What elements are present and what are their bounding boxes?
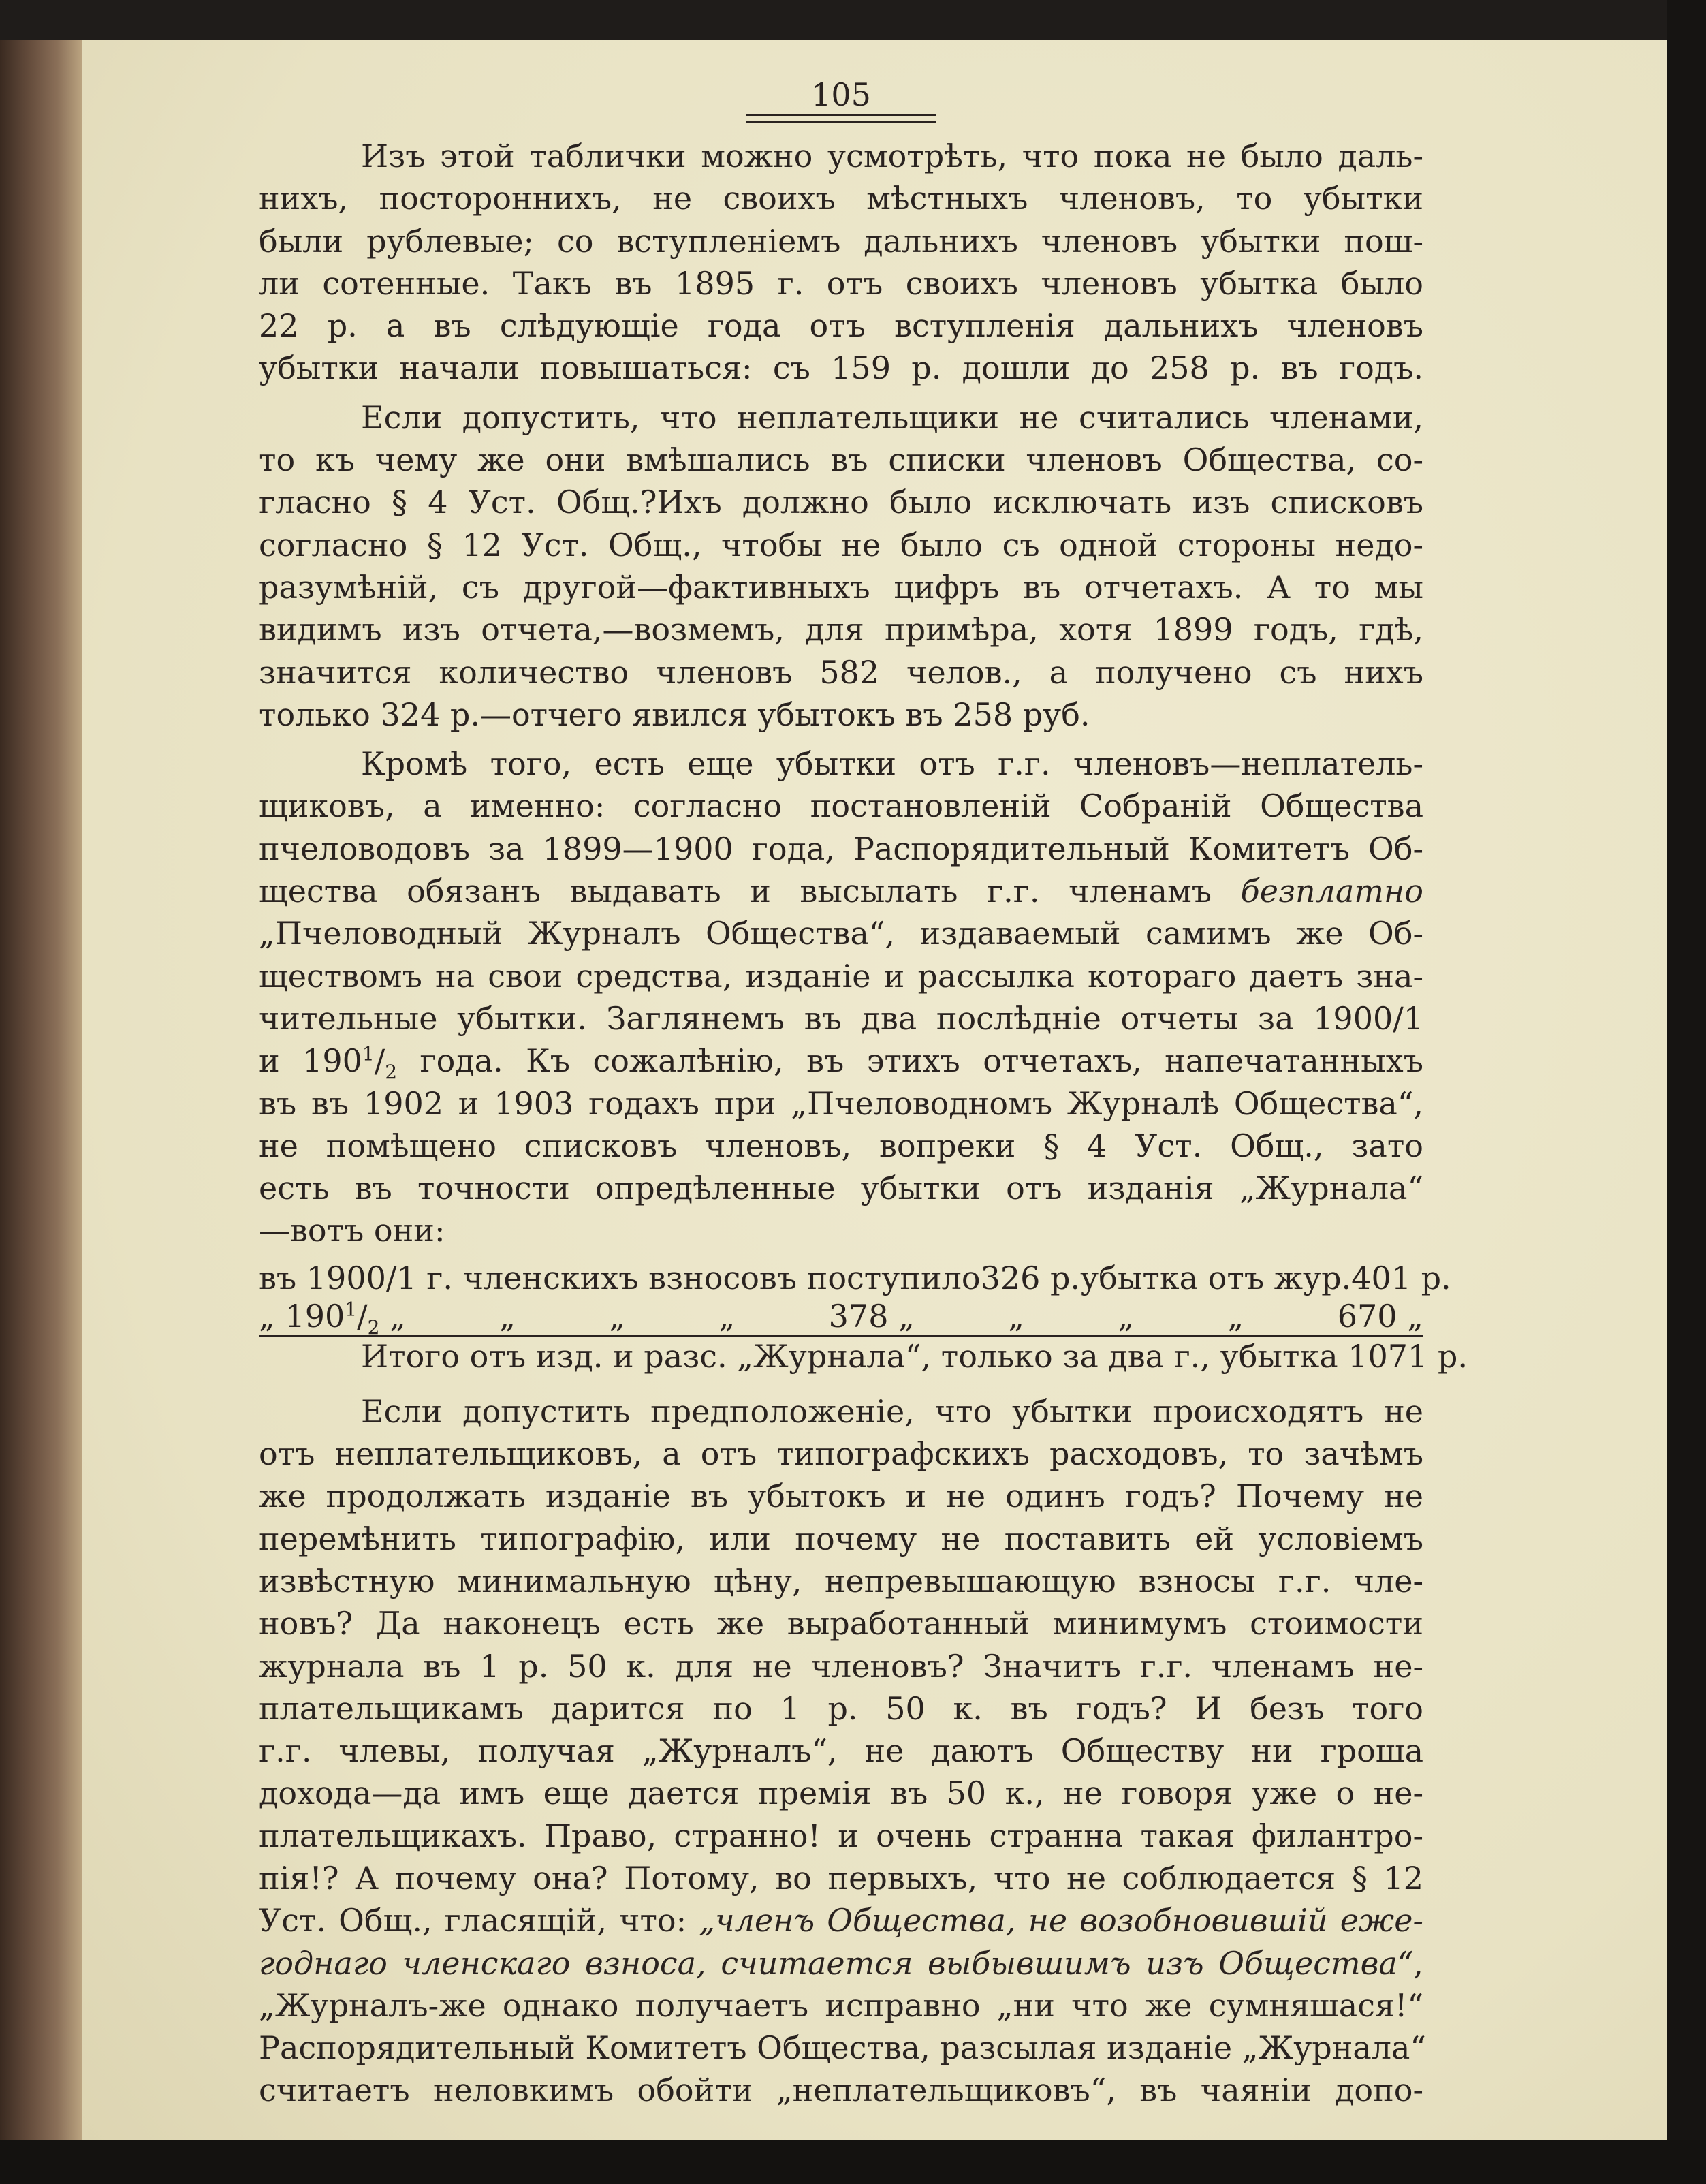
text-line: видимъ изъ отчета,—возмемъ, для примѣра, хотя 1899 годъ, гдѣ,: [259, 611, 1423, 649]
text-line: [259, 1899, 1423, 1941]
text-line: гласно § 4 Уст. Общ.?Ихъ должно было исключать изъ списковъ: [259, 484, 1423, 521]
text-line: Изъ этой таблички можно усмотрѣть, что пока не было даль-: [361, 138, 1423, 174]
text-line: же продолжать изданіе въ убытокъ и не одинъ годъ? Почему не: [259, 1478, 1423, 1515]
table-row: [259, 1259, 1451, 1297]
text-run: и 190: [259, 1042, 362, 1080]
text-line: „Журналъ-же однако получаетъ исправно „ни что же сумняшася!“: [259, 1986, 1423, 2024]
ditto-mark: „: [499, 1297, 516, 1335]
ditto-mark: „: [609, 1297, 626, 1335]
text-line: г.г. члевы, получая „Журналъ“, не даютъ Обществу ни гроша: [259, 1732, 1423, 1770]
text-line: —вотъ они:: [259, 1212, 445, 1249]
page-text: [259, 75, 1468, 2119]
table-cell-label: въ 1900/1 г. членскихъ взносовъ поступило: [259, 1259, 981, 1296]
emphasis-text: „членъ Общества, не возобновившій еже-: [699, 1902, 1423, 1939]
text-line: перемѣнить типографію, или почему не поставить ей условіемъ: [259, 1520, 1423, 1557]
table-cell-loss-label: убытка отъ жур.: [1080, 1259, 1352, 1296]
text-line: Если допустить предположеніе, что убытки происходятъ не: [361, 1392, 1423, 1430]
text-line: [259, 1942, 1423, 1984]
fraction-slash: /: [374, 1042, 385, 1080]
loss-table: [259, 1259, 1468, 1375]
table-total-text: Итого отъ изд. и разс. „Журнала“, только за два г., убытка 1071 р.: [361, 1337, 1468, 1375]
text-run: Уст. Общ., гласящій, что:: [259, 1902, 699, 1939]
text-line: не помѣщено списковъ членовъ, вопреки § 4 Уст. Общ., зато: [259, 1127, 1423, 1164]
text-line: ществомъ на свои средства, изданіе и рассылка котораго даетъ зна-: [259, 957, 1423, 995]
text-line: [259, 870, 1423, 912]
text-run: года. Къ сожалѣнію, въ этихъ отчетахъ, напечатанныхъ: [397, 1042, 1423, 1080]
text-run: „: [379, 1297, 406, 1335]
emphasis-text: годнаго членскаго взноса, считается выбывшимъ изъ Общества“: [259, 1944, 1414, 1982]
table-cell-loss: 670 „: [1337, 1297, 1423, 1335]
fraction-denominator: 2: [385, 1061, 398, 1084]
paragraph-3: [259, 743, 1423, 1252]
text-line: дохода—да имъ еще дается премія въ 50 к., не говоря уже о не-: [259, 1775, 1423, 1812]
scan-border-top: [0, 0, 1706, 40]
text-line: отъ неплательщиковъ, а отъ типографскихъ расходовъ, то зачѣмъ: [259, 1435, 1423, 1473]
text-line: новъ? Да наконецъ есть же выработанный минимумъ стоимости: [259, 1605, 1423, 1642]
text-line: считаетъ неловкимъ обойти „неплательщиковъ“, въ чаяніи допо-: [259, 2072, 1423, 2109]
text-line: убытки начали повышаться: съ 159 р. дошли до 258 р. въ годъ.: [259, 349, 1423, 387]
text-line: ли сотенные. Такъ въ 1895 г. отъ своихъ членовъ убытка было: [259, 264, 1423, 302]
table-cell-income: 378 „: [828, 1297, 915, 1335]
emphasis-text: безплатно: [1240, 873, 1423, 910]
table-cell-loss: 401 р.: [1351, 1259, 1451, 1296]
table-total-row: [259, 1337, 1468, 1375]
table-cell-income: 326 р.: [980, 1259, 1081, 1296]
scan-border-right: [1667, 0, 1706, 2184]
paragraph-2: [259, 396, 1423, 736]
header-rule: [746, 114, 936, 116]
fraction-slash: /: [357, 1297, 368, 1335]
page-number: 105: [811, 76, 871, 113]
text-line: значится количество членовъ 582 челов., а получено съ нихъ: [259, 653, 1423, 691]
paragraph-1: [259, 135, 1423, 390]
text-line: Кромѣ того, есть еще убытки отъ г.г. членовъ—неплатель-: [361, 745, 1423, 783]
text-run: щества обязанъ выдавать и высылать г.г. членамъ: [259, 873, 1241, 910]
text-line: только 324 р.—отчего явился убытокъ въ 258 руб.: [259, 696, 1090, 733]
text-run: „ 190: [259, 1297, 345, 1335]
text-line: „Пчеловодный Журналъ Общества“, издаваемый самимъ же Об-: [259, 915, 1423, 952]
text-line: есть въ точности опредѣленные убытки отъ изданія „Журнала“: [259, 1170, 1423, 1207]
text-line: журнала въ 1 р. 50 к. для не членовъ? Значитъ г.г. членамъ не-: [259, 1647, 1423, 1685]
table-row: [259, 1297, 1423, 1337]
text-line: пія!? А почему она? Потому, во первыхъ, что не соблюдается § 12: [259, 1859, 1423, 1897]
text-line: плательщикамъ дарится по 1 р. 50 к. въ годъ? И безъ того: [259, 1689, 1423, 1727]
fraction-denominator: 2: [367, 1315, 380, 1339]
text-line: были рублевые; со вступленіемъ дальнихъ членовъ убытки пош-: [259, 222, 1423, 260]
text-line: извѣстную минимальную цѣну, непревышающую взносы г.г. чле-: [259, 1562, 1423, 1600]
text-line: 22 р. а въ слѣдующіе года отъ вступленія дальнихъ членовъ: [259, 307, 1423, 345]
text-line: пчеловодовъ за 1899—1900 года, Распорядительный Комитетъ Об-: [259, 830, 1423, 867]
table-cell-year: [259, 1297, 406, 1339]
text-line: [259, 1040, 1423, 1082]
ditto-mark: „: [1227, 1297, 1244, 1335]
text-line: Распорядительный Комитетъ Общества, разсылая изданіе „Журнала“: [259, 2029, 1426, 2067]
text-line: чительные убытки. Заглянемъ въ два послѣдніе отчеты за 1900/1: [259, 999, 1423, 1037]
fraction-numerator: 1: [362, 1042, 375, 1065]
text-line: плательщикахъ. Право, странно! и очень странна такая филантро-: [259, 1817, 1423, 1854]
text-line: въ въ 1902 и 1903 годахъ при „Пчеловодномъ Журналѣ Общества“,: [259, 1085, 1423, 1122]
text-line: нихъ, постороннихъ, не своихъ мѣстныхъ членовъ, то убытки: [259, 180, 1423, 217]
text-line: Если допустить, что неплательщики не считались членами,: [361, 399, 1423, 436]
paragraph-4: [259, 1390, 1426, 2112]
text-line: щиковъ, а именно: согласно постановленій Собраній Общества: [259, 787, 1423, 825]
ditto-mark: „: [1008, 1297, 1025, 1335]
text-line: то къ чему же они вмѣшались въ списки членовъ Общества, со-: [259, 441, 1423, 479]
text-line: согласно § 12 Уст. Общ., чтобы не было съ одной стороны недо-: [259, 526, 1423, 563]
ditto-mark: „: [1118, 1297, 1135, 1335]
text-run: ,: [1413, 1944, 1423, 1982]
book-spine-shadow: [0, 40, 95, 2140]
header-rule-double: [746, 121, 936, 123]
fraction-numerator: 1: [345, 1298, 358, 1321]
text-line: разумѣній, съ другой—фактивныхъ цифръ въ отчетахъ. А то мы: [259, 568, 1423, 606]
ditto-mark: „: [718, 1297, 736, 1335]
scan-border-bottom: [0, 2140, 1706, 2184]
